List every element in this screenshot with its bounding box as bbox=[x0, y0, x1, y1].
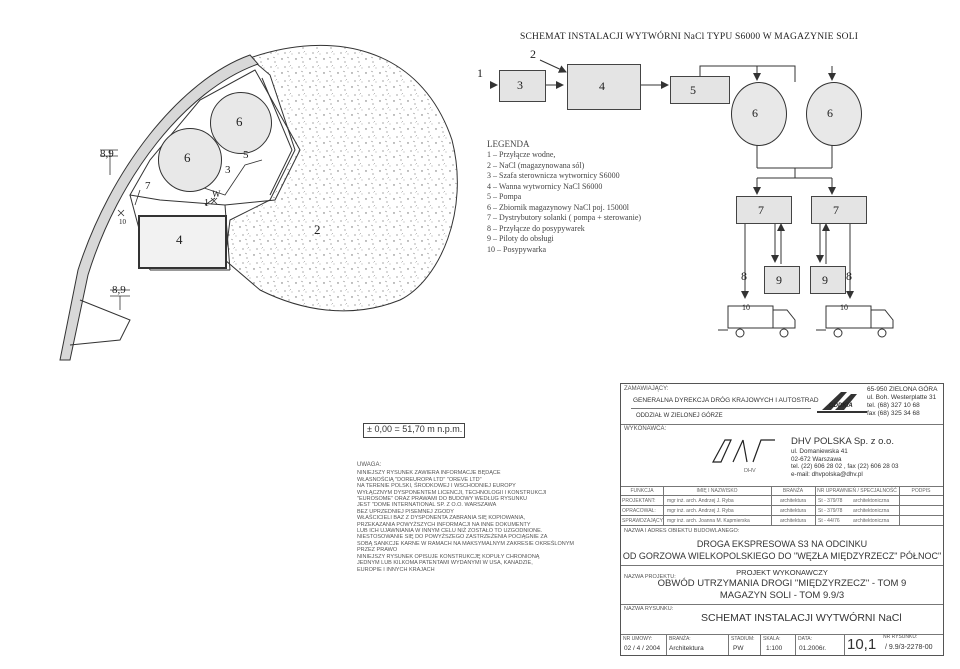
block-7-right bbox=[811, 196, 867, 224]
tb-row-function: PROJEKTANT: bbox=[622, 498, 656, 504]
legend-item: 1 – Przyłącze wodne, bbox=[487, 150, 556, 159]
tb-row-specialty: architektoniczna bbox=[853, 508, 890, 514]
block-label-9-left: 9 bbox=[776, 273, 782, 287]
legend-heading: LEGENDA bbox=[487, 139, 530, 149]
tb-divider bbox=[621, 515, 943, 516]
contractor-address-line: e-mail: dhvpolska@dhv.pl bbox=[791, 470, 863, 478]
block-label-6-right: 6 bbox=[827, 106, 833, 120]
block-label-10-right: 10 bbox=[840, 303, 848, 312]
plan-label-8-9-top: 8,9 bbox=[100, 148, 114, 160]
footer-caption-drawing-no: NR RYSUNKU: bbox=[883, 634, 918, 640]
contractor-address bbox=[791, 448, 898, 478]
block-label-8-left: 8 bbox=[741, 269, 747, 283]
title-block bbox=[620, 383, 944, 656]
notes-line: WŁASNOŚCIĄ "DOREUROPA LTD" "OREVE LTD" bbox=[357, 476, 482, 483]
notes-line: NA TERENIE POLSKI, ŚRODKOWEJ I WSCHODNIEJ EUROPY bbox=[357, 483, 516, 490]
project-caption: NAZWA PROJEKTU: bbox=[624, 574, 676, 580]
tb-divider bbox=[621, 505, 943, 506]
spreader-truck-right bbox=[816, 306, 893, 337]
schematic-title: SCHEMAT INSTALACJI WYTWÓRNI NaCl TYPU S6000 W MAGAZYNIE SOLI bbox=[520, 32, 859, 42]
tb-row-name: mgr inż. arch. Andrzej J. Ryba bbox=[667, 498, 734, 504]
plan-label-10: 10 bbox=[119, 218, 126, 226]
notes-line: WŁAŚCICIELI BAZ Z DYSPONENTA ZABRANIA SIĘ KOPIOWANIA, bbox=[357, 515, 526, 522]
tb-vline bbox=[760, 634, 761, 655]
tb-row-discipline: architektura bbox=[779, 498, 807, 504]
client-branch: ODDZIAŁ W ZIELONEJ GÓRZE bbox=[636, 413, 723, 419]
notes-line: "EUROSOME" ORAZ PRAWAMI DO BUDOWY WEDŁUG RYSUNKU bbox=[357, 496, 528, 503]
tb-row-license: St - 379/78 bbox=[818, 508, 843, 514]
tb-header-name: IMIĘ I NAZWISKO bbox=[696, 488, 738, 494]
tank-6-left bbox=[731, 82, 787, 146]
tb-row-license: St - 379/78 bbox=[818, 498, 843, 504]
notes-line: LUB ICH UJAWNIANIA W INNYM CELU NIŻ ZOSTAŁO TO UZGODNIONE. bbox=[357, 528, 543, 535]
footer-contract-no: 02 / 4 / 2004 bbox=[624, 645, 661, 652]
block-label-2: 2 bbox=[530, 47, 536, 61]
client-address-line: 65-950 ZIELONA GÓRA bbox=[867, 386, 938, 393]
tb-row-name: mgr inż. arch. Joanna M. Kapmierska bbox=[667, 518, 750, 524]
block-label-4: 4 bbox=[599, 79, 605, 93]
drawing-caption: NAZWA RYSUNKU: bbox=[624, 606, 674, 612]
notes-block bbox=[357, 462, 574, 573]
notes-line: BEZ UPRZEDNIEJ PISEMNEJ ZGODY bbox=[357, 508, 454, 515]
legend-item: 3 – Szafa sterownicza wytwornicy S6000 bbox=[487, 171, 620, 180]
legend-item: 4 – Wanna wytwornicy NaCl S6000 bbox=[487, 181, 603, 191]
footer-caption-date: DATA: bbox=[798, 636, 812, 642]
legend-item: 10 – Posypywarka bbox=[487, 244, 547, 254]
block-label-9-right: 9 bbox=[822, 273, 828, 287]
tb-header-discipline: BRANŻA bbox=[782, 488, 804, 494]
legend bbox=[487, 138, 641, 255]
drawing-name: SCHEMAT INSTALACJI WYTWÓRNI NaCl bbox=[701, 612, 902, 624]
contractor-address-line: ul. Domaniewska 41 bbox=[791, 448, 848, 455]
tb-row-discipline: architektura bbox=[779, 508, 807, 514]
plan-label-w: W bbox=[212, 189, 221, 199]
contractor-name: DHV POLSKA Sp. z o.o. bbox=[791, 436, 894, 447]
legend-item: 7 – Dystrybutory solanki ( pompa + sterowanie) bbox=[487, 213, 642, 222]
contractor-caption: WYKONAWCA: bbox=[624, 426, 667, 432]
block-label-1: 1 bbox=[477, 66, 483, 80]
client-address-line: ul. Boh. Westerplatte 31 bbox=[867, 394, 937, 401]
elevation-text: ± 0,00 = 51,70 m n.p.m. bbox=[367, 424, 463, 434]
client-address bbox=[867, 386, 937, 418]
footer-discipline: Architektura bbox=[669, 645, 704, 652]
gddkia-logo-text: GDDKiA bbox=[829, 403, 853, 409]
tb-row-discipline: architektura bbox=[779, 518, 807, 524]
tb-header-signature: PODPIS bbox=[911, 488, 931, 494]
client-caption: ZAMAWIAJĄCY: bbox=[624, 386, 669, 392]
object-line-1: DROGA EKSPRESOWA S3 NA ODCINKU bbox=[696, 539, 868, 549]
legend-item: 8 – Przyłącze do posypywarek bbox=[487, 223, 585, 233]
contractor-address-line: tel. (22) 606 28 02 , fax (22) 606 28 03 bbox=[791, 463, 899, 471]
object-line-2: OD GORZOWA WIELKOPOLSKIEGO DO "WĘZŁA MIĘDZYRZECZ" PÓŁNOC" bbox=[622, 551, 942, 561]
plan-label-3: 3 bbox=[225, 164, 231, 176]
plan-label-5: 5 bbox=[243, 149, 249, 161]
block-label-5: 5 bbox=[690, 83, 696, 97]
notes-line: JEDNYM LUB KILKOMA PATENTAMI WYDANYMI W USA, KANADZIE, bbox=[357, 560, 533, 567]
object-caption: NAZWA I ADRES OBIEKTU BUDOWLANEGO: bbox=[624, 528, 740, 534]
notes-line: NINIEJSZY RYSUNEK OPISUJE KONSTRUKCJĘ KOPUŁY CHRONIONĄ bbox=[357, 553, 540, 560]
block-label-7-left: 7 bbox=[758, 203, 764, 217]
spreader-truck-left bbox=[718, 306, 795, 337]
tb-vline bbox=[728, 634, 729, 655]
notes-line: NIESTOSOWANIE SIĘ DO POWYŻSZEGO ZASTRZEŻENIA POCIĄGNIE ZA bbox=[357, 534, 548, 541]
tb-header-license: NR UPRAWNIEŃ / SPECJALNOŚĆ bbox=[817, 488, 897, 494]
block-label-10-left: 10 bbox=[742, 303, 750, 312]
tb-divider bbox=[621, 424, 943, 425]
footer-drawing-no-main: 10,1 bbox=[847, 636, 877, 653]
project-type: PROJEKT WYKONAWCZY bbox=[736, 568, 828, 577]
block-label-7-right: 7 bbox=[833, 203, 839, 217]
block-7-left bbox=[736, 196, 792, 224]
gddkia-logo bbox=[817, 388, 867, 414]
contractor-address-line: 02-672 Warszawa bbox=[791, 455, 842, 463]
client-address-line: fax (68) 325 34 68 bbox=[867, 410, 920, 417]
tb-vline bbox=[666, 634, 667, 655]
legend-item: 6 – Zbiornik magazynowy NaCl poj. 15000l bbox=[487, 202, 629, 212]
footer-stage: PW bbox=[733, 645, 744, 652]
footer-scale: 1:100 bbox=[766, 645, 783, 652]
notes-line: PRZEZ PRAWO bbox=[357, 547, 398, 554]
tb-divider bbox=[621, 495, 943, 496]
plan-label-6-upper: 6 bbox=[236, 114, 243, 129]
tb-divider bbox=[621, 565, 943, 566]
tank-6-right bbox=[806, 82, 862, 146]
footer-caption-contract: NR UMOWY: bbox=[623, 636, 653, 642]
notes-line: SOBĄ SANKCJE KARNE W RAMACH NA MAKSYMALNYM ZAKRESIE OKREŚLONYM bbox=[357, 540, 574, 547]
footer-drawing-no-suffix: / 9.9/3-2278-00 bbox=[885, 644, 933, 651]
notes-line: JEST "DOME INTERNATIONAL SP. Z O.O. WARSZAWA bbox=[357, 502, 497, 509]
plan-label-2: 2 bbox=[314, 222, 321, 237]
plan-label-6-lower: 6 bbox=[184, 150, 191, 165]
block-9-right bbox=[810, 266, 846, 294]
dhv-logo-text: DHV bbox=[744, 468, 756, 474]
salt-pile bbox=[225, 45, 457, 311]
project-line-1: OBWÓD UTRZYMANIA DROGI "MIĘDZYRZECZ" - TOM 9 bbox=[657, 578, 907, 589]
tb-vline bbox=[844, 634, 845, 655]
plan-label-1: 1 bbox=[204, 198, 209, 209]
block-label-6-left: 6 bbox=[752, 106, 758, 120]
tb-vline bbox=[795, 634, 796, 655]
client-name: GENERALNA DYREKCJA DRÓG KRAJOWYCH I AUTOSTRAD bbox=[633, 397, 819, 404]
block-label-3: 3 bbox=[517, 78, 523, 92]
block-label-8-right: 8 bbox=[846, 269, 852, 283]
footer-caption-scale: SKALA: bbox=[763, 636, 781, 642]
plan-label-7: 7 bbox=[145, 180, 151, 192]
notes-line: PRZEKAZANIA POWYŻSZYCH INFORMACJI NA INNE DOKUMENTY bbox=[357, 521, 531, 528]
notes-line: NINIEJSZY RYSUNEK ZAWIERA INFORMACJE BĘDĄCE bbox=[357, 470, 501, 477]
notes-heading: UWAGA: bbox=[357, 462, 382, 468]
tb-row-function: OPRACOWAŁ: bbox=[622, 508, 656, 514]
tb-divider bbox=[621, 604, 943, 605]
plan-label-8-9-bottom: 8,9 bbox=[112, 284, 126, 296]
footer-caption-stage: STADIUM: bbox=[731, 636, 755, 642]
notes-line: WYŁĄCZNYM DYSPONENTEM LICENCJI, TECHNOLOGII I KONSTRUKCJI bbox=[357, 489, 547, 496]
project-line-2: MAGAZYN SOLI - TOM 9.9/3 bbox=[719, 590, 845, 601]
tb-header-function: FUNKCJA bbox=[630, 488, 654, 494]
legend-item: 2 – NaCl (magazynowana sól) bbox=[487, 160, 585, 170]
footer-date: 01.2006r. bbox=[799, 645, 827, 652]
plan-label-4: 4 bbox=[176, 232, 183, 247]
dhv-logo bbox=[709, 434, 779, 466]
tb-row-specialty: architektoniczna bbox=[853, 498, 890, 504]
notes-line: EUROPIE I INNYCH KRAJACH bbox=[357, 566, 435, 573]
legend-item: 5 – Pompa bbox=[487, 192, 522, 201]
footer-caption-discipline: BRANŻA: bbox=[669, 636, 691, 642]
tb-row-name: mgr inż. arch. Andrzej J. Ryba bbox=[667, 508, 734, 514]
block-9-left bbox=[764, 266, 800, 294]
tb-row-function: SPRAWDZAJĄCY: bbox=[622, 518, 665, 524]
tb-divider bbox=[621, 525, 943, 526]
tb-row-specialty: architektoniczna bbox=[853, 518, 890, 524]
tb-row-license: St - 44/76 bbox=[818, 518, 840, 524]
client-underline bbox=[631, 408, 811, 409]
block-5 bbox=[670, 76, 730, 104]
client-address-line: tel. (68) 327 10 68 bbox=[867, 402, 920, 409]
legend-item: 9 – Piloty do obsługi bbox=[487, 234, 554, 243]
tb-divider bbox=[621, 486, 943, 487]
